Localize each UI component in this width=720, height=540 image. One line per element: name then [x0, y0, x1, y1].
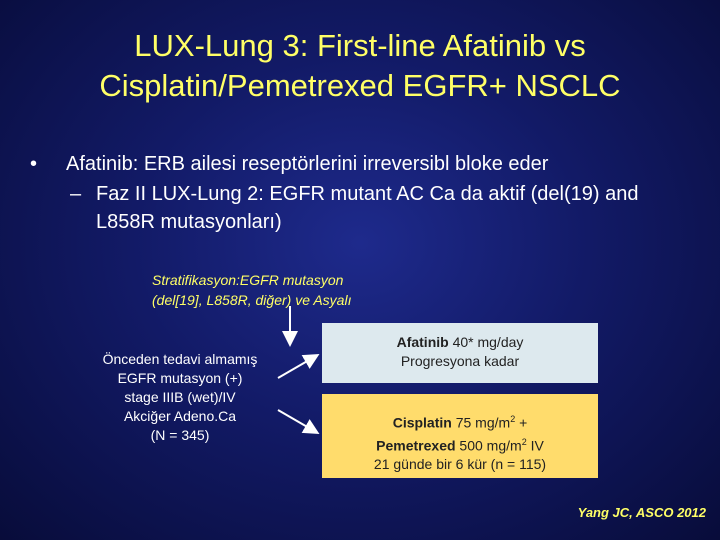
sub-bullet-marker: – [70, 183, 82, 205]
population-line-5: (N = 345) [150, 427, 210, 443]
cisplatin-dose: 75 mg/m [451, 414, 511, 431]
schedule-line: 21 günde bir 6 kür (n = 115) [373, 456, 547, 473]
afatinib-drug-name: Afatinib [396, 334, 449, 350]
bullet-text-2: Faz II LUX-Lung 2: EGFR mutant AC Ca da aktif (del(19) and L858R mutasyonları) [96, 183, 639, 233]
cisplatin-dose-sup: 2 [510, 414, 516, 424]
afatinib-dose: 40* mg/day [448, 334, 524, 350]
population-line-4: Akciğer Adeno.Ca [123, 408, 237, 424]
population-line-2: EGFR mutasyon (+) [117, 370, 243, 386]
population-line-3: stage IIIB (wet)/IV [124, 389, 236, 405]
stratification-line-2: (del[19], L858R, diğer) ve Asyalı [152, 292, 352, 308]
bullet-marker: • [30, 153, 38, 175]
population-line-1: Önceden tedavi almamış [102, 351, 258, 367]
bullet-text-1: Afatinib: ERB ailesi reseptörlerini irreversibl bloke eder [66, 153, 549, 175]
pemetrexed-drug-name: Pemetrexed [376, 437, 456, 454]
stratification-line-1: Stratifikasyon:EGFR mutasyon [152, 272, 344, 288]
afatinib-arm-line-2: Progresyona kadar [400, 353, 520, 369]
pemetrexed-dose-tail: IV [526, 437, 544, 454]
cisplatin-dose-tail: + [515, 414, 528, 431]
pemetrexed-dose-sup: 2 [521, 436, 527, 447]
randomization-arrow-afatinib [278, 356, 316, 378]
title-line-2: Cisplatin/Pemetrexed EGFR+ NSCLC [99, 68, 621, 103]
citation: Yang JC, ASCO 2012 [577, 505, 706, 520]
randomization-arrow-cisplatin [278, 410, 316, 432]
cisplatin-drug-name: Cisplatin [392, 414, 452, 431]
pemetrexed-dose: 500 mg/m [455, 437, 522, 454]
title-line-1: LUX-Lung 3: First-line Afatinib vs [134, 28, 586, 63]
